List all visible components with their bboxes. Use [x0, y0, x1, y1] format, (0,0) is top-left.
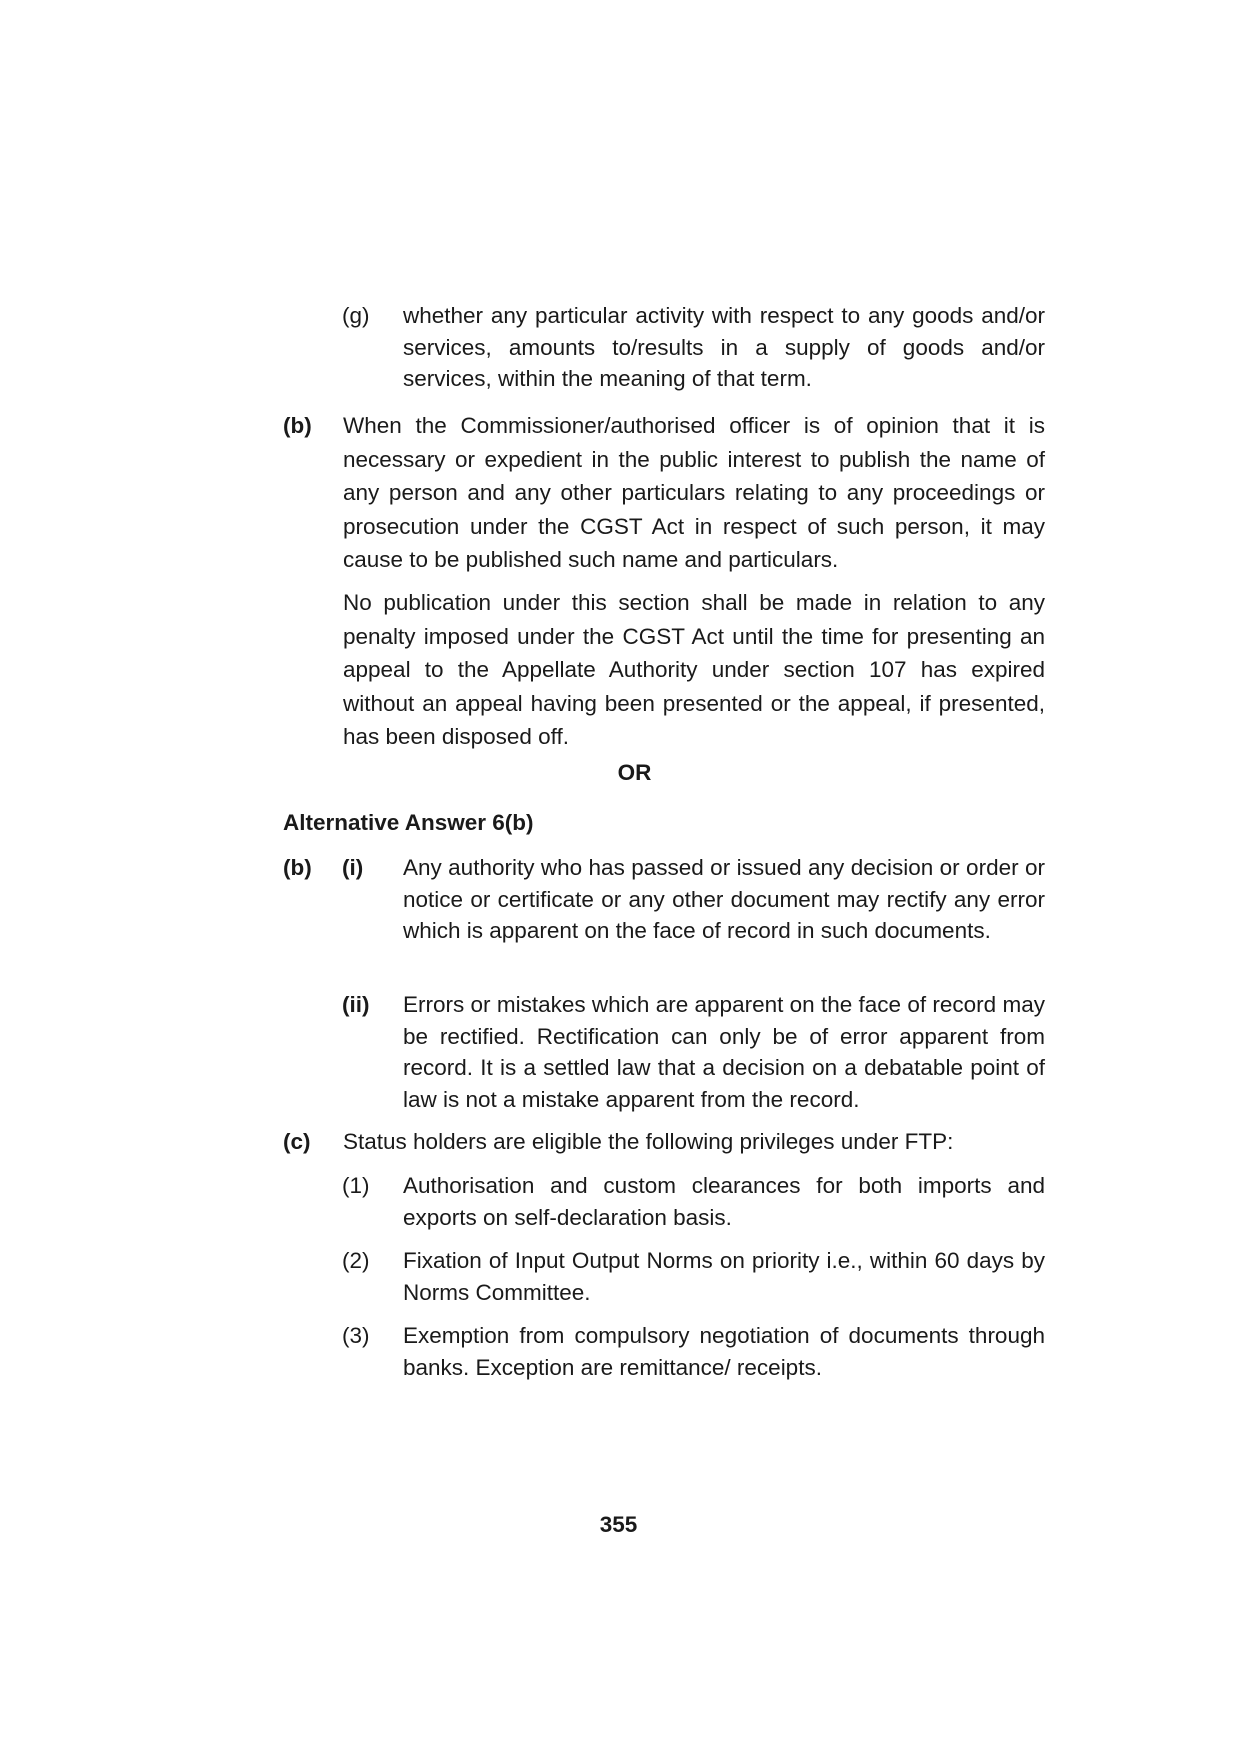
item-text-g: whether any particular activity with respect to any goods and/or services, amounts to/results in a supply of goods and/or services, within the meaning of that term.: [403, 303, 1045, 391]
alternative-heading: Alternative Answer 6(b): [283, 810, 534, 835]
section-b-para-1: When the Commissioner/authorised officer is of opinion that it is necessary or expedient in the public interest to publish the name of any person and any other particulars relating to any proceedings or prosecution under the CGST Act in respect of such person, it may cause to be published such name and particulars.: [343, 413, 1045, 572]
list-item-label: (1): [342, 1173, 370, 1198]
section-b-para-2: No publication under this section shall be made in relation to any penalty imposed under the CGST Act until the time for presenting an appeal to the Appellate Authority under section 107 has expired without an appeal having been presented or the appeal, if presented, has been disposed off.: [343, 590, 1045, 749]
list-item-label: (2): [342, 1248, 370, 1273]
or-divider: OR: [617, 760, 652, 785]
alt-text-ii: Errors or mistakes which are apparent on the face of record may be rectified. Rectification can only be of error apparent from record. It is a settled law that a decision on a debatable point of law is not a mistake apparent from the record.: [403, 992, 1045, 1112]
alt-label-i: (i): [342, 855, 364, 880]
page-number: 355: [599, 1512, 638, 1537]
section-c-intro: Status holders are eligible the following privileges under FTP:: [343, 1129, 954, 1154]
alt-text-i: Any authority who has passed or issued any decision or order or notice or certificate or any other document may rectify any error which is apparent on the face of record in such documents.: [403, 855, 1045, 943]
list-item-text: Exemption from compulsory negotiation of documents through banks. Exception are remittance/ receipts.: [403, 1323, 1045, 1380]
alt-label-b: (b): [283, 855, 312, 880]
list-item-text: Authorisation and custom clearances for both imports and exports on self-declaration basis.: [403, 1173, 1045, 1230]
section-label-c: (c): [283, 1129, 311, 1154]
section-label-b: (b): [283, 413, 312, 438]
list-item-label: (3): [342, 1323, 370, 1348]
item-label-g: (g): [342, 303, 370, 328]
alt-label-ii: (ii): [342, 992, 370, 1017]
list-item-text: Fixation of Input Output Norms on priority i.e., within 60 days by Norms Committee.: [403, 1248, 1045, 1305]
